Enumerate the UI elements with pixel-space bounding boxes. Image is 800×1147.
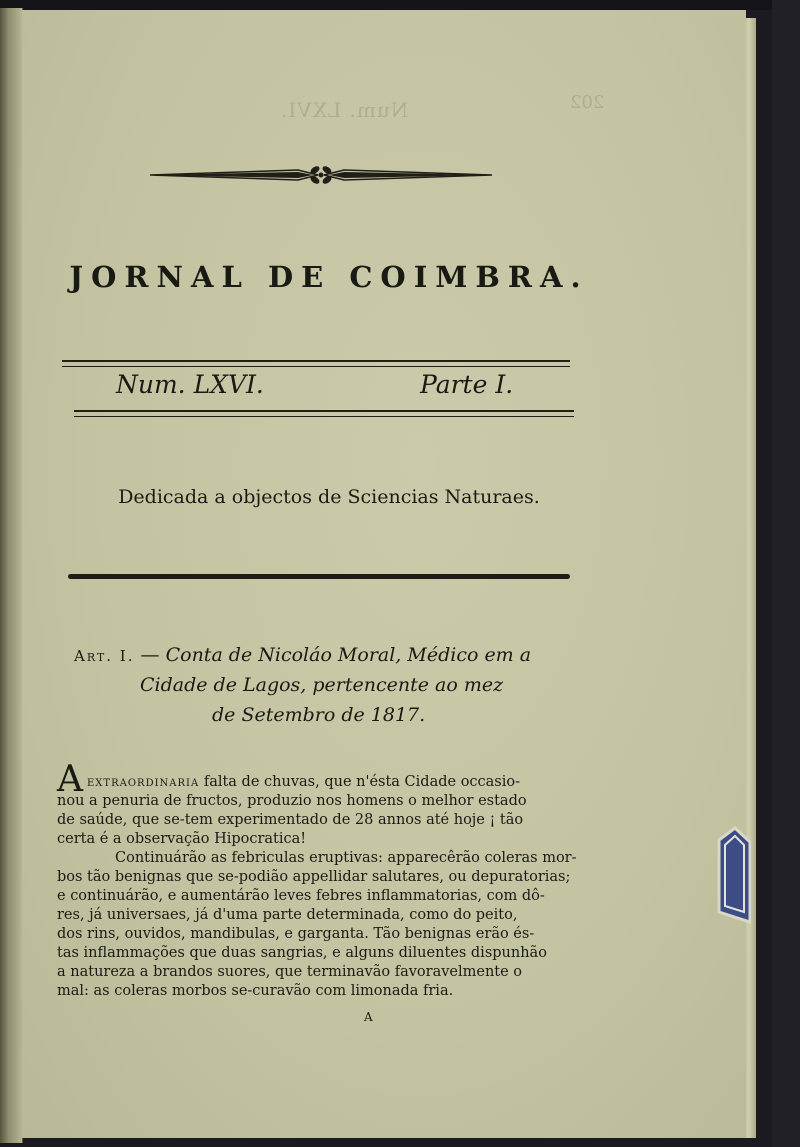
- body-line-text: falta de chuvas, que n'ésta Cidade occasio-: [199, 774, 521, 790]
- ornament-divider-icon: [148, 160, 494, 190]
- article-dash: —: [134, 644, 166, 666]
- dedication-line: Dedicada a objectos de Sciencias Naturaes.: [118, 486, 540, 508]
- document-page: [22, 10, 746, 1138]
- smallcaps-word: extraordinaria: [87, 774, 200, 790]
- drop-cap: A: [57, 759, 83, 800]
- facing-page-edge: [0, 8, 23, 1143]
- body-line: res, já universaes, já d'uma parte determinada, como do peito,: [57, 907, 518, 923]
- issue-number: Num. LXVI.: [116, 370, 264, 399]
- scan-right-border: [772, 0, 800, 1147]
- body-line: a natureza a brandos suores, que terminavão favoravelmente o: [57, 964, 523, 980]
- scan-top-border: [0, 0, 800, 10]
- thick-divider: [68, 574, 570, 579]
- double-rule-top: [62, 360, 570, 367]
- body-line: certa é a observação Hipocratica!: [57, 831, 307, 847]
- issue-part: Parte I.: [420, 370, 514, 399]
- body-line: de saúde, que se-tem experimentado de 28 annos até hoje ¡ tão: [57, 812, 524, 828]
- body-line: mal: as coleras morbos se-curavão com limonada fria.: [57, 983, 454, 999]
- double-rule-bottom: [74, 410, 574, 417]
- article-title-line: Conta de Nicoláo Moral, Médico em a: [165, 644, 532, 666]
- body-line: nou a penuria de fructos, produzio nos homens o melhor estado: [57, 793, 527, 809]
- article-title-line: de Setembro de 1817.: [212, 704, 426, 726]
- body-line: [87, 774, 520, 790]
- article-label: Art. I.: [74, 647, 135, 665]
- page-tab-marker-icon: [717, 826, 751, 924]
- article-heading-line-1: [74, 644, 531, 666]
- body-line: tas inflammações que duas sangrias, e alguns diluentes dispunhão: [57, 945, 547, 961]
- bleed-through-header: Num. LXVI.: [280, 98, 409, 122]
- bleed-through-page-number: 202: [570, 92, 605, 113]
- body-line: bos tão benignas que se-podião appellidar salutares, ou depuratorias;: [57, 869, 571, 885]
- body-line: Continuárão as febriculas eruptivas: apparecêrão coleras mor-: [115, 850, 577, 866]
- body-line: e continuárão, e aumentárão leves febres inflammatorias, com dô-: [57, 888, 545, 904]
- article-title-line: Cidade de Lagos, pertencente ao mez: [140, 674, 504, 696]
- body-line: dos rins, ouvidos, mandibulas, e garganta. Tão benignas erão és-: [57, 926, 535, 942]
- journal-title: JORNAL DE COIMBRA.: [69, 260, 589, 294]
- signature-mark: A: [364, 1010, 373, 1024]
